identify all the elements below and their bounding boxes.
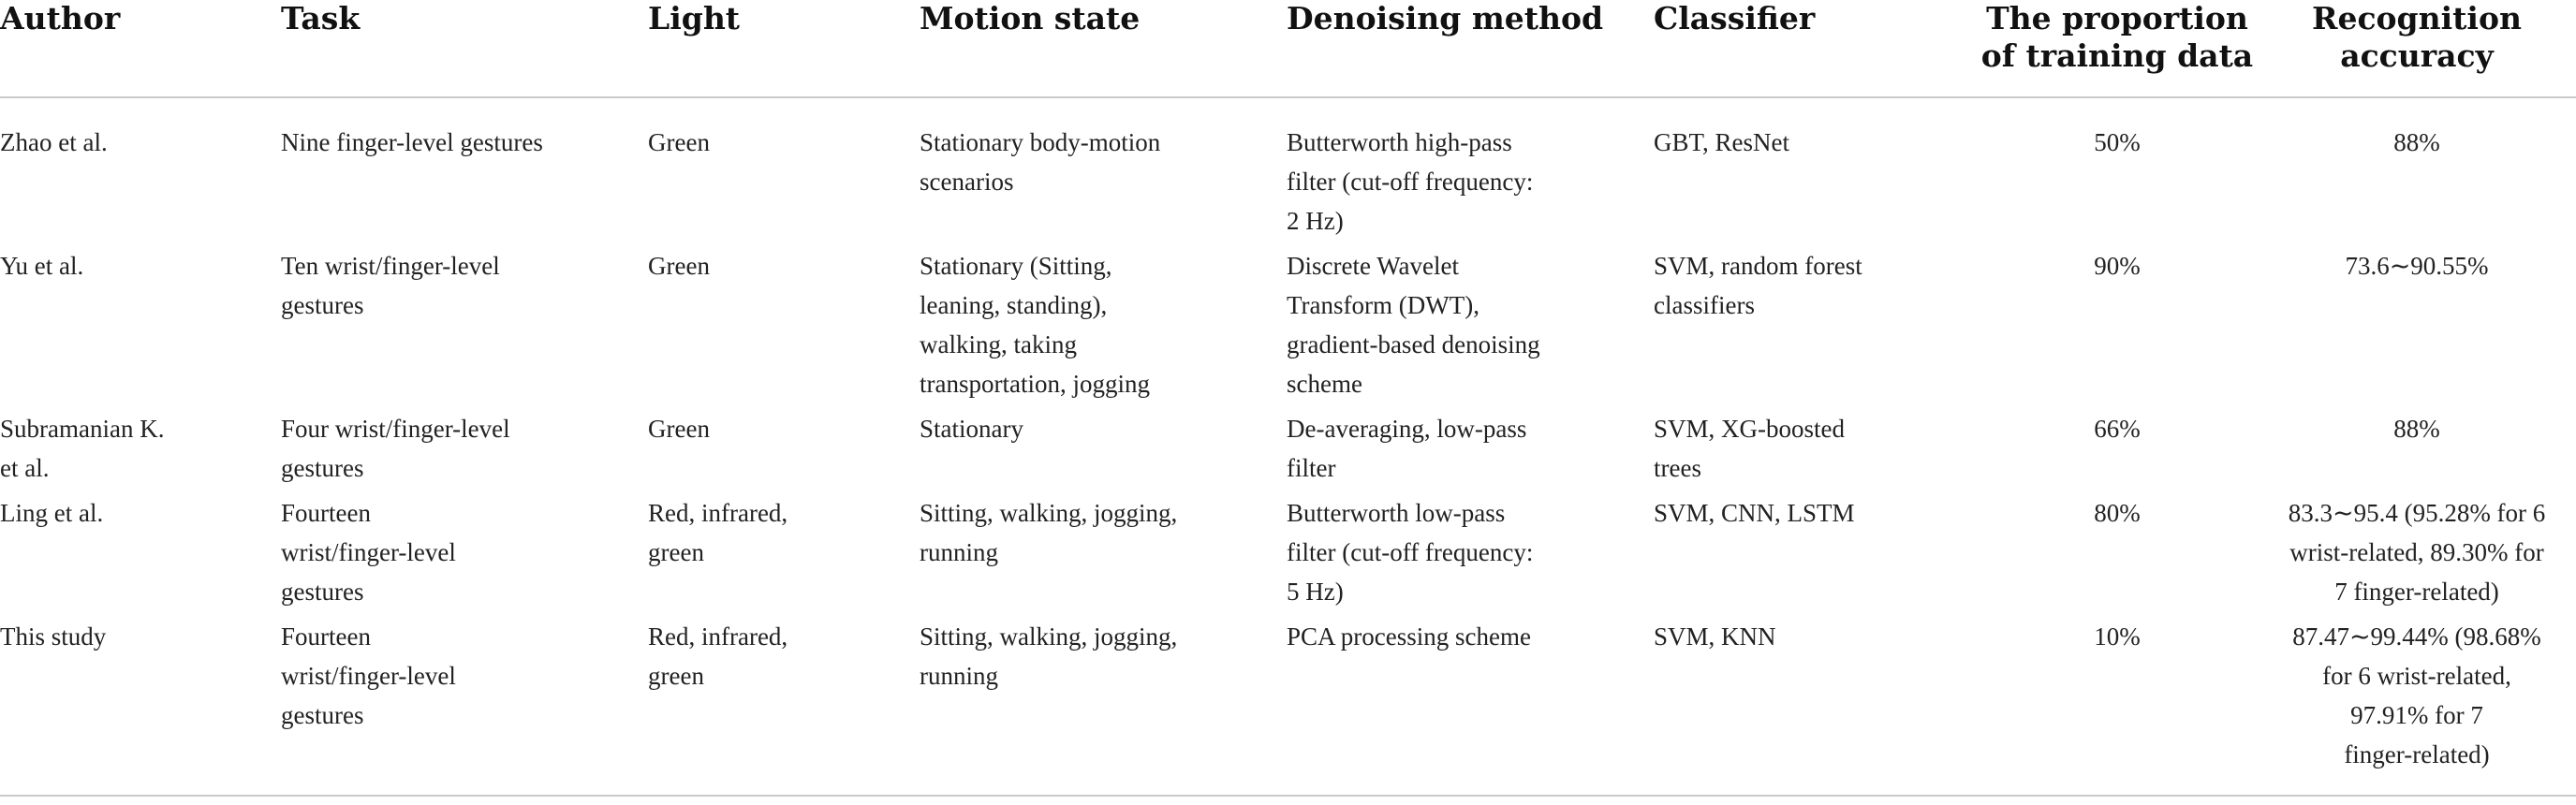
cell-classifier: SVM, XG-boosted trees: [1654, 415, 1846, 482]
cell-light: Red, infrared, green: [648, 499, 788, 566]
cell-training-proportion: 50%: [2094, 128, 2141, 156]
cell-training-proportion: 90%: [2094, 252, 2141, 280]
cell-light: Green: [648, 415, 710, 443]
cell-recognition-accuracy: 87.47∼99.44% (98.68% for 6 wrist-related, 97.91% for 7 finger-related): [2258, 611, 2576, 796]
header-author: Author: [0, 0, 281, 97]
cell-author: This study: [0, 611, 281, 796]
cell-motion-state: Stationary body-motion scenarios: [920, 128, 1161, 196]
cell-classifier: SVM, KNN: [1654, 611, 1977, 796]
cell-denoising-method: PCA processing scheme: [1287, 611, 1654, 796]
header-light: Light: [648, 0, 920, 97]
cell-motion-state: Stationary (Sitting, leaning, standing), walking, taking transportation, jogging: [920, 252, 1150, 398]
cell-recognition-accuracy: 88%: [2393, 128, 2440, 156]
table-row: [0, 97, 2576, 241]
cell-denoising-method: Butterworth low-pass filter (cut-off frequency: 5 Hz): [1287, 499, 1534, 606]
table-row: [0, 611, 2576, 796]
cell-recognition-accuracy: 83.3∼95.4 (95.28% for 6 wrist-related, 89.30% for 7 finger-related): [2288, 499, 2546, 606]
cell-author: Yu et al.: [0, 252, 84, 280]
cell-classifier: SVM, random forest classifiers: [1654, 252, 1862, 319]
table-row: [0, 488, 2576, 611]
cell-motion-state: Sitting, walking, jogging, running: [920, 611, 1287, 796]
cell-training-proportion: 10%: [1977, 611, 2258, 796]
cell-light: Green: [648, 252, 710, 280]
header-recognition-accuracy: Recognition accuracy: [2258, 0, 2576, 97]
cell-author: Zhao et al.: [0, 128, 108, 156]
header-denoising-method: Denoising method: [1287, 0, 1654, 97]
header-motion-state: Motion state: [920, 0, 1287, 97]
header-row: [0, 0, 2576, 97]
cell-motion-state: Stationary: [920, 415, 1023, 443]
cell-training-proportion: 66%: [2094, 415, 2141, 443]
table-row: [0, 241, 2576, 403]
cell-classifier: SVM, CNN, LSTM: [1654, 499, 1855, 527]
cell-classifier: GBT, ResNet: [1654, 128, 1789, 156]
cell-motion-state: Sitting, walking, jogging, running: [920, 499, 1178, 566]
cell-denoising-method: Discrete Wavelet Transform (DWT), gradient-based denoising scheme: [1287, 252, 1540, 398]
cell-light: Red, infrared, green: [648, 611, 920, 796]
header-training-proportion: The proportion of training data: [1977, 0, 2258, 97]
cell-recognition-accuracy: 88%: [2393, 415, 2440, 443]
table-row: [0, 403, 2576, 488]
cell-denoising-method: Butterworth high-pass filter (cut-off frequency: 2 Hz): [1287, 128, 1534, 235]
header-task: Task: [281, 0, 648, 97]
cell-denoising-method: De-averaging, low-pass filter: [1287, 415, 1527, 482]
cell-training-proportion: 80%: [2094, 499, 2141, 527]
header-classifier: Classifier: [1654, 0, 1977, 97]
cell-task: Fourteen wrist/finger-level gestures: [281, 611, 648, 796]
cell-task: Four wrist/finger-level gestures: [281, 415, 510, 482]
cell-author: Subramanian K. et al.: [0, 415, 165, 482]
cell-recognition-accuracy: 73.6∼90.55%: [2345, 252, 2489, 280]
cell-author: Ling et al.: [0, 499, 104, 527]
cell-light: Green: [648, 128, 710, 156]
cell-task: Ten wrist/finger-level gestures: [281, 252, 500, 319]
cell-task: Nine finger-level gestures: [281, 128, 543, 156]
cell-task: Fourteen wrist/finger-level gestures: [281, 499, 456, 606]
